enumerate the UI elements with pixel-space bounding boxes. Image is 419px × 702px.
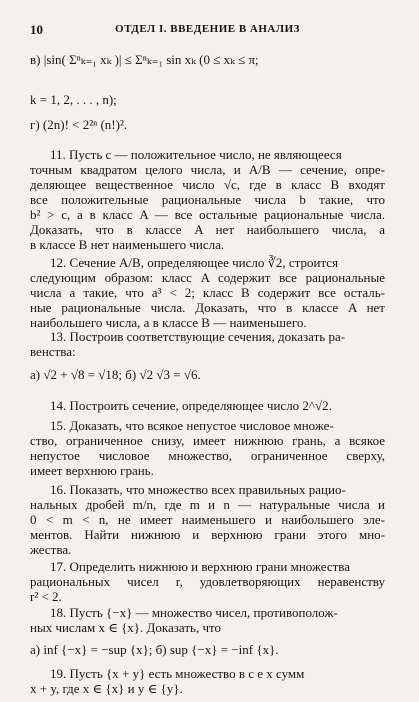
problem-16-line-5: жества. <box>30 542 72 557</box>
formula-v-tail: k = 1, 2, . . . , n); <box>30 92 117 107</box>
running-head: ОТДЕЛ I. ВВЕДЕНИЕ В АНАЛИЗ <box>115 23 300 35</box>
problem-11-line-5: b² > c, а в класс A — все остальные рациональные числа. <box>30 207 385 222</box>
problem-11-line-3: деляющее вещественное число √c, где в класс B входят <box>30 177 385 192</box>
problem-17-line-2: рациональных чисел r, удовлетворяющих неравенству <box>30 574 385 589</box>
problem-12-line-5: наибольшего числа, а в классе B — наименьшего. <box>30 315 307 330</box>
problem-19-line-2: x + y, где x ∈ {x} и y ∈ {y}. <box>30 681 183 696</box>
problem-12-line-4: ные рациональные числа. Доказать, что в классе A нет <box>30 300 385 315</box>
problem-13-line-1: 13. Построив соответствующие сечения, доказать ра- <box>50 329 346 344</box>
formula-g: г) (2n)! < 2²ⁿ (n!)². <box>30 117 128 132</box>
problem-15-line-1: 15. Доказать, что всякое непустое числовое множе- <box>50 418 334 433</box>
problem-13-equalities: а) √2 + √8 = √18; б) √2 √3 = √6. <box>30 367 201 382</box>
problem-11-line-4: все положительные рациональные числа b такие, что <box>30 192 385 207</box>
problem-16-line-2: нальных дробей m/n, где m и n — натуральные числа и <box>30 497 385 512</box>
problem-18-line-2: ных числам x ∈ {x}. Доказать, что <box>30 620 222 635</box>
formula-v: в) |sin( Σⁿₖ₌₁ xₖ )| ≤ Σⁿₖ₌₁ sin xₖ (0 ≤ xₖ ≤ π; <box>30 52 259 67</box>
page-header <box>30 22 385 38</box>
problem-11-line-6: Доказать, что в классе A нет наибольшего числа, а <box>30 222 385 237</box>
problem-14: 14. Построить сечение, определяющее число 2^√2. <box>50 398 332 413</box>
problem-16-line-4: ментов. Найти нижнюю и верхнюю грани этого мно- <box>30 527 385 542</box>
problem-15-line-3: непустое числовое множество, ограниченное сверху, <box>30 448 385 463</box>
problem-12-line-3: числа a такие, что a³ < 2; класс B содержит все осталь- <box>30 285 385 300</box>
problem-12-line-2: следующим образом: класс A содержит все рациональные <box>30 270 385 285</box>
problem-19-line-1: 19. Пусть {x + y} есть множество в с е х сумм <box>50 666 305 681</box>
problem-15-line-4: имеет верхнюю грань. <box>30 463 154 478</box>
problem-16-line-1: 16. Показать, что множество всех правильных рацио- <box>50 482 346 497</box>
problem-11-line-2: точным квадратом целого числа, и A/B — сечение, опре- <box>30 162 385 177</box>
problem-15-line-2: ство, ограниченное снизу, имеет нижнюю грань, а всякое <box>30 433 385 448</box>
problem-13-line-2: венства: <box>30 344 76 359</box>
problem-16-line-3: 0 < m < n, не имеет наименьшего и наибольшего эле- <box>30 512 385 527</box>
problem-17-line-3: r² < 2. <box>30 589 62 604</box>
problem-17-line-1: 17. Определить нижнюю и верхнюю грани множества <box>50 559 351 574</box>
problem-11-line-1: 11. Пусть c — положительное число, не являющееся <box>50 147 342 162</box>
problem-18-identities: а) inf {−x} = −sup {x}; б) sup {−x} = −inf {x}. <box>30 642 279 657</box>
page-number: 10 <box>30 22 43 37</box>
problem-11-line-7: в классе B нет наименьшего числа. <box>30 237 225 252</box>
problem-18-line-1: 18. Пусть {−x} — множество чисел, противополож- <box>50 605 338 620</box>
problem-12-line-1: 12. Сечение A/B, определяющее число ∛2, строится <box>50 255 339 270</box>
